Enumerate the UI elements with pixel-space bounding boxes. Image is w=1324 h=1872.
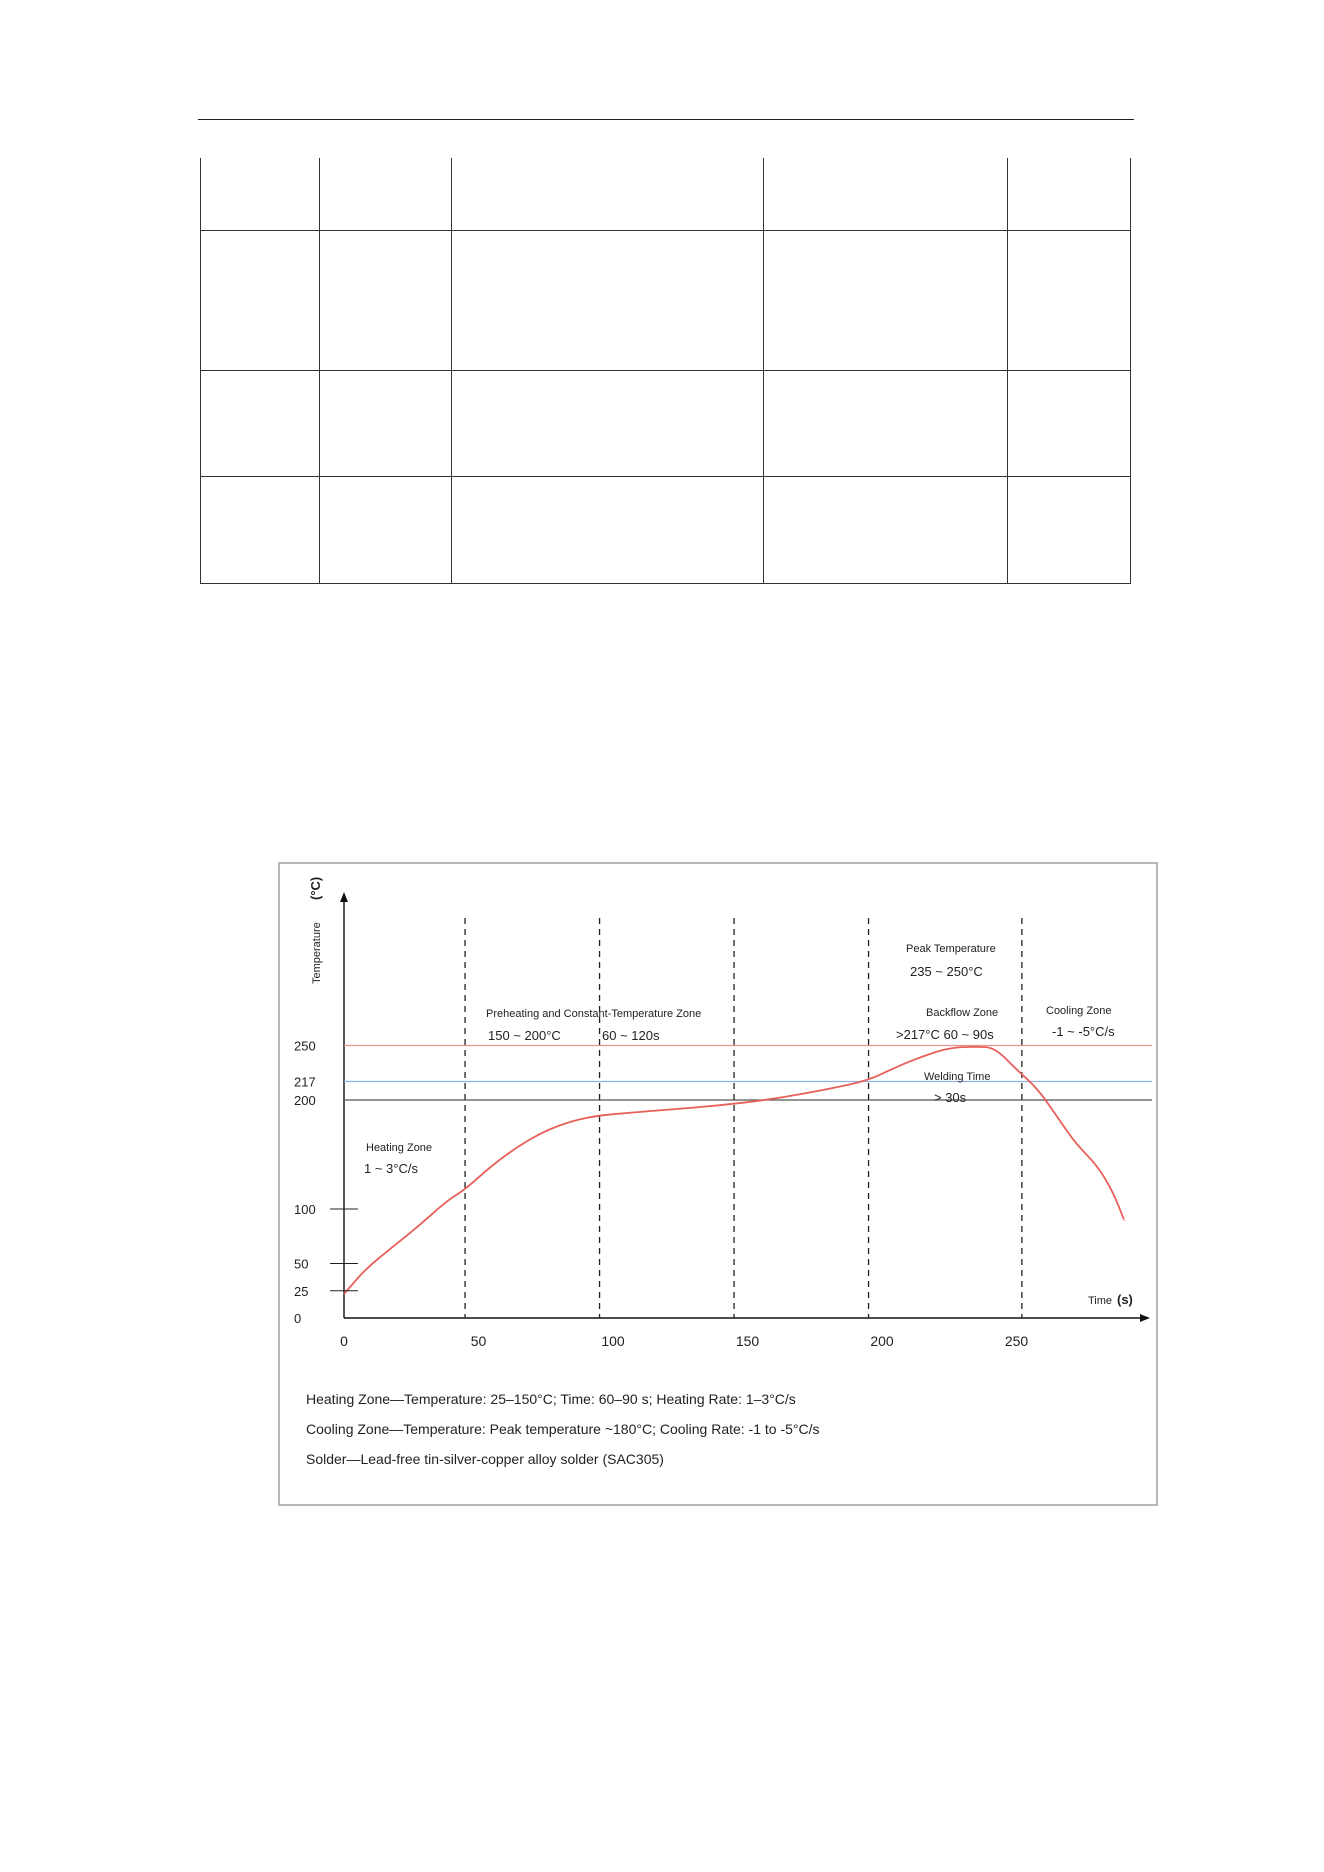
preheat-zone-time: 60 ~ 120s: [602, 1028, 660, 1043]
table-cell: [452, 158, 764, 230]
table-cell: [201, 476, 320, 583]
table-cell: [1008, 476, 1131, 583]
table-cell: [320, 476, 452, 583]
y-axis-label: Temperature: [311, 922, 323, 984]
y-axis-arrow-icon: [340, 892, 348, 902]
y-tick-label-200: 200: [294, 1093, 316, 1108]
table-cell: [452, 230, 764, 370]
spec-table: [200, 158, 1130, 583]
table-cell: [1008, 230, 1131, 370]
table-row: [201, 476, 1131, 583]
y-tick-label-217: 217: [294, 1074, 316, 1090]
y-tick-label-50: 50: [294, 1256, 309, 1272]
table-cell: [320, 158, 452, 230]
x-tick-label-250: 250: [1004, 1333, 1029, 1349]
welding-time-title: Welding Time: [924, 1071, 991, 1083]
chart-annotations: [364, 943, 1115, 1176]
backflow-zone-title: Backflow Zone: [926, 1007, 999, 1019]
x-axis-arrow-icon: [1140, 1314, 1150, 1322]
note-solder: Solder—Lead-free tin-silver-copper alloy solder (SAC305): [306, 1451, 664, 1467]
heating-zone-rate: 1 ~ 3°C/s: [364, 1161, 418, 1176]
note-heating-zone: Heating Zone—Temperature: 25–150°C; Time: 60–90 s; Heating Rate: 1–3°C/s: [306, 1391, 796, 1407]
y-tick-label-250: 250: [294, 1038, 316, 1054]
note-cooling-zone: Cooling Zone—Temperature: Peak temperature ~180°C; Cooling Rate: -1 to -5°C/s: [306, 1421, 820, 1437]
x-tick-label-150: 150: [735, 1333, 760, 1349]
header-rule: [198, 119, 1134, 120]
chart-notes: [306, 1384, 820, 1474]
table-cell: [452, 476, 764, 583]
table-cell: [1008, 158, 1131, 230]
chart-ticks: [294, 1039, 1028, 1350]
cooling-zone-title: Cooling Zone: [1046, 1005, 1112, 1017]
cooling-zone-rate: -1 ~ -5°C/s: [1052, 1024, 1115, 1039]
peak-temperature-range: 235 ~ 250°C: [910, 964, 983, 979]
chart-guides: [344, 918, 1152, 1318]
y-tick-label-0: 0: [294, 1311, 302, 1326]
chart-axes: [340, 892, 1150, 1322]
table-cell: [764, 370, 1008, 476]
peak-temperature-title: Peak Temperature: [906, 943, 996, 955]
table-cell: [764, 158, 1008, 230]
table-row: [201, 230, 1131, 370]
table-cell: [201, 230, 320, 370]
table-row: [201, 158, 1131, 230]
heating-zone-title: Heating Zone: [366, 1142, 433, 1154]
table-cell: [764, 230, 1008, 370]
table-cell: [201, 370, 320, 476]
welding-time-value: > 30s: [934, 1090, 967, 1105]
x-axis-label: Time: [1088, 1295, 1113, 1307]
reflow-chart: [278, 862, 1158, 1506]
y-tick-label-100: 100: [294, 1202, 316, 1217]
table-cell: [320, 370, 452, 476]
backflow-zone-detail: >217°C 60 ~ 90s: [896, 1027, 994, 1042]
preheat-zone-title: Preheating and Constant-Temperature Zone: [486, 1008, 702, 1020]
table-cell: [201, 158, 320, 230]
x-tick-label-100: 100: [601, 1333, 625, 1349]
x-tick-label-0: 0: [340, 1333, 348, 1349]
x-tick-label-50: 50: [470, 1333, 487, 1349]
x-tick-label-200: 200: [870, 1333, 894, 1349]
table-cell: [452, 370, 764, 476]
table-row: [201, 370, 1131, 476]
preheat-zone-temp: 150 ~ 200°C: [488, 1028, 561, 1043]
table-cell: [764, 476, 1008, 583]
y-axis-unit: (°C): [308, 876, 323, 900]
table-cell: [320, 230, 452, 370]
table-cell: [1008, 370, 1131, 476]
x-axis-unit: (s): [1117, 1292, 1133, 1307]
y-tick-label-25: 25: [294, 1283, 309, 1299]
